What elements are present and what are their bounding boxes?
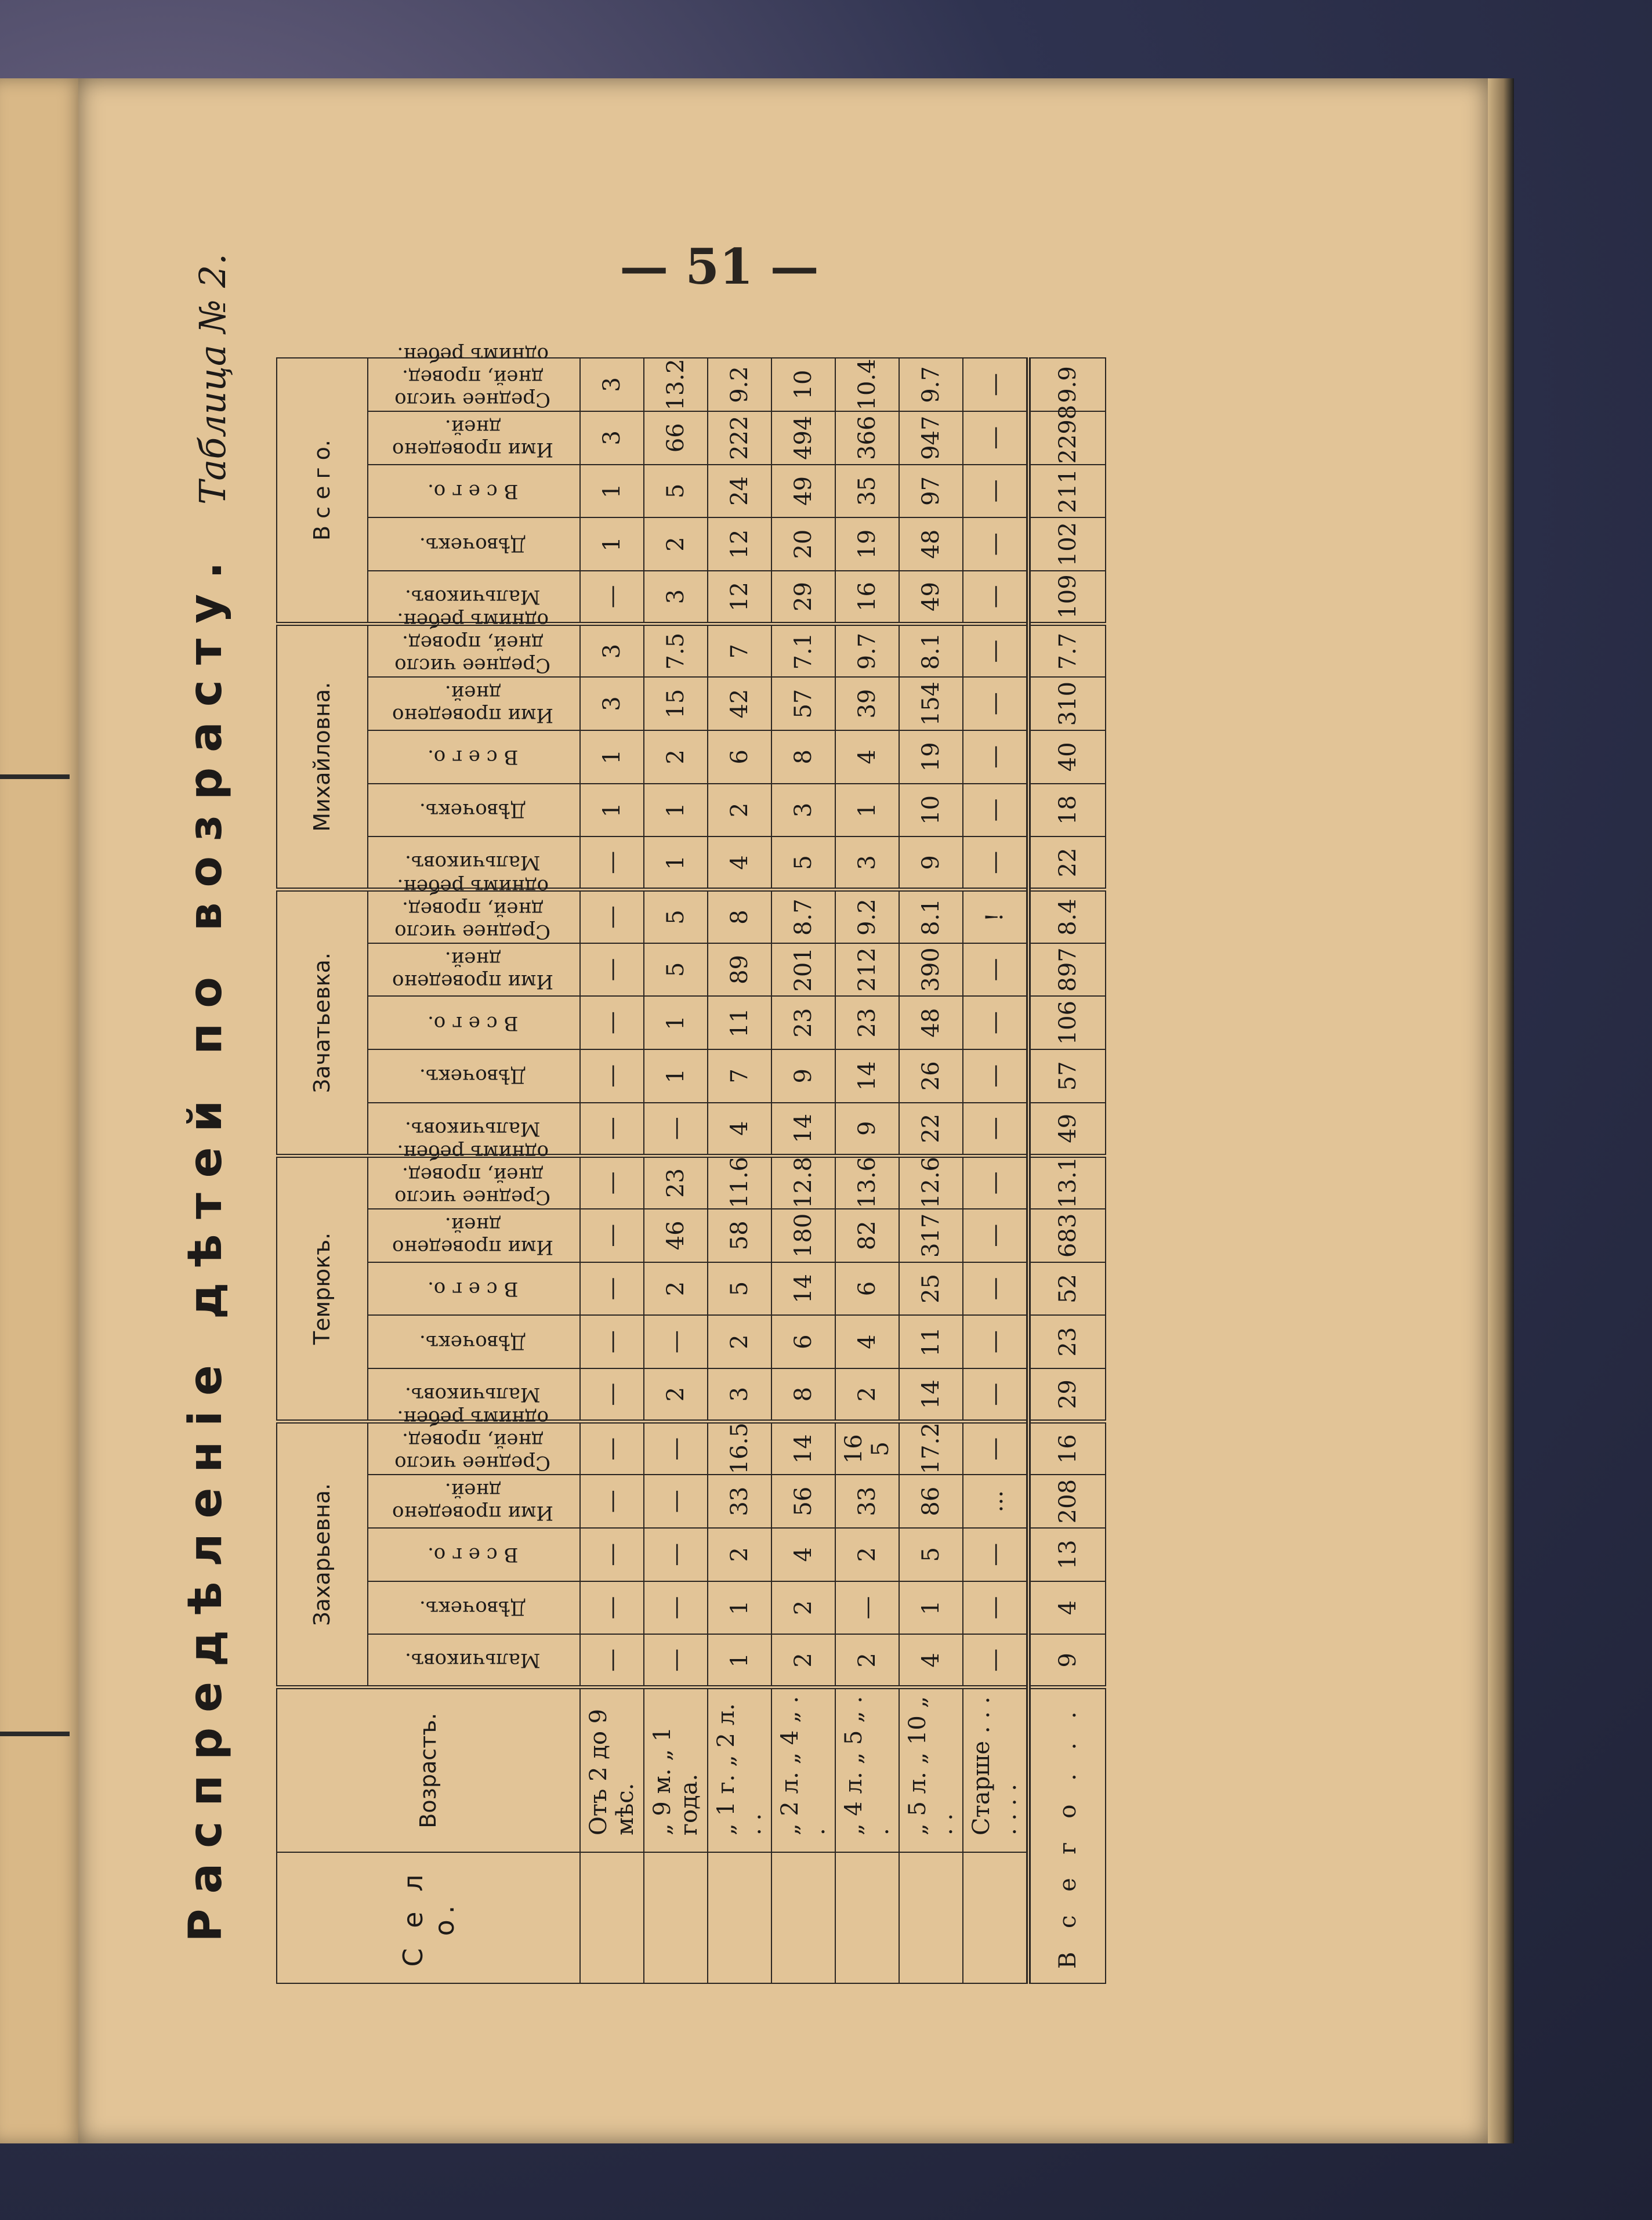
total-value-cell: 4 [1028,1581,1106,1635]
subheader-cell [368,465,580,518]
table-row [963,358,1028,1983]
subheader-cell [368,1475,580,1528]
subheader-label: Ими проведено дней. [392,947,553,993]
value-cell: — [580,1049,644,1103]
value-cell: 4 [835,730,899,784]
value-cell: 22 [899,1103,963,1156]
value-cell: 3 [644,571,708,624]
value-cell: — [963,1209,1028,1262]
value-cell: — [963,358,1028,411]
value-cell: 4 [771,1528,835,1581]
value-cell: 5 [899,1528,963,1581]
value-cell: 35 [835,465,899,518]
subheader-label: В с е г о. [427,1011,519,1035]
value-cell: 390 [899,943,963,997]
value-cell: 39 [835,677,899,730]
value-cell: 222 [708,411,771,465]
value-cell: 6 [835,1262,899,1316]
value-cell: 7 [708,624,771,678]
value-cell: 7.5 [644,624,708,678]
total-value-cell: 109 [1028,571,1106,624]
value-cell: 7 [708,1049,771,1103]
subheader-label: Дѣвочекъ. [419,798,527,822]
total-value-cell: 310 [1028,677,1106,730]
value-cell: 8.1 [899,624,963,678]
table-title: Распредѣленіе дѣтей по возрасту. [180,546,232,1942]
value-cell: 317 [899,1209,963,1262]
value-cell: 2 [835,1634,899,1687]
value-cell: 2 [771,1634,835,1687]
value-cell: — [963,1634,1028,1687]
total-value-cell: 49 [1028,1103,1106,1156]
value-cell: 49 [899,571,963,624]
value-cell: 1 [580,730,644,784]
subheader-cell [368,1209,580,1262]
value-cell: 4 [899,1634,963,1687]
value-cell: 13.2 [644,358,708,411]
village-header: С е л о. [277,1852,580,1983]
value-cell: 1 [644,996,708,1049]
subheader-label: Ими проведено дней. [392,681,553,727]
subheader-cell [368,677,580,730]
value-cell: 58 [708,1209,771,1262]
age-cell: „ 9 м. „ 1 года. [644,1687,708,1852]
value-cell: 97 [899,465,963,518]
value-cell: — [963,1103,1028,1156]
village-header-total: В с е г о. [277,358,368,624]
value-cell: 8.1 [899,890,963,943]
value-cell: — [963,624,1028,678]
subheader-label: Дѣвочекъ. [419,533,527,556]
age-distribution-table [276,342,1106,1984]
value-cell: 2 [644,517,708,571]
value-cell: — [580,1262,644,1316]
subheader-label: Дѣвочекъ. [419,1064,527,1088]
subheader-label: Дѣвочекъ. [419,1330,527,1354]
value-cell: 48 [899,517,963,571]
value-cell: 2 [644,1368,708,1422]
value-cell: 9.2 [835,890,899,943]
value-cell: 1 [644,1049,708,1103]
value-cell: — [580,1528,644,1581]
subheader-label: Среднее число дней, провед. однимъ ребен. [394,609,551,678]
value-cell: 16 [835,571,899,624]
value-cell: — [580,1422,644,1475]
total-value-cell: 13 [1028,1528,1106,1581]
total-value-cell: 22 [1028,836,1106,890]
village-header-zachatyevka: Зачатьевка. [277,890,368,1156]
value-cell: 56 [771,1475,835,1528]
subheader-cell [368,411,580,465]
value-cell: 14 [771,1262,835,1316]
value-cell: 3 [708,1368,771,1422]
value-cell: 1 [580,517,644,571]
value-cell: 20 [771,517,835,571]
village-cell [835,1852,899,1983]
value-cell: 212 [835,943,899,997]
table-row [771,358,835,1983]
subheader-label: В с е г о. [427,479,519,503]
value-cell: 48 [899,996,963,1049]
value-cell: 10 [899,784,963,837]
subheader-label: В с е г о. [427,1543,519,1567]
value-cell: 1 [644,784,708,837]
subheader-label: Среднее число дней, провед. однимъ ребен. [394,342,551,411]
value-cell: ... [963,1475,1028,1528]
total-value-cell: 40 [1028,730,1106,784]
subheader-cell [368,730,580,784]
left-page [0,78,87,2143]
value-cell: — [580,1581,644,1635]
subheader-label: Среднее число дней, провед. однимъ ребен. [394,874,551,943]
total-label: В с е г о . . . [1028,1687,1106,1983]
value-cell: 8.7 [771,890,835,943]
value-cell: 3 [580,677,644,730]
value-cell: 3 [580,358,644,411]
value-cell: 4 [835,1315,899,1368]
value-cell: — [644,1634,708,1687]
value-cell: 5 [644,943,708,997]
value-cell: — [644,1475,708,1528]
value-cell: — [963,1368,1028,1422]
value-cell: 8 [708,890,771,943]
subheader-cell [368,1634,580,1687]
value-cell: 19 [899,730,963,784]
value-cell: — [963,996,1028,1049]
value-cell: 1 [708,1581,771,1635]
value-cell: — [963,411,1028,465]
value-cell: 11 [899,1315,963,1368]
value-cell: 8 [771,730,835,784]
value-cell: 12 [708,571,771,624]
village-cell [580,1852,644,1983]
value-cell: — [963,1262,1028,1316]
value-cell: 2 [835,1528,899,1581]
subheader-label: Мальчиковъ. [405,1117,541,1140]
value-cell: 6 [771,1315,835,1368]
value-cell: 1 [835,784,899,837]
value-cell: — [580,1103,644,1156]
table-number: Таблица № 2. [191,253,234,505]
age-cell: „ 2 л. „ 4 „ . . [771,1687,835,1852]
value-cell: 7.1 [771,624,835,678]
value-cell: — [644,1315,708,1368]
value-cell: 366 [835,411,899,465]
total-value-cell: 13.1 [1028,1156,1106,1209]
total-value-cell: 7.7 [1028,624,1106,678]
value-cell: — [644,1528,708,1581]
value-cell: 46 [644,1209,708,1262]
subheader-cell [368,1262,580,1316]
village-cell [708,1852,771,1983]
value-cell: 29 [771,571,835,624]
value-cell: 5 [644,465,708,518]
value-cell: 23 [835,996,899,1049]
value-cell: — [963,943,1028,997]
subheader-label: В с е г о. [427,1277,519,1301]
value-cell: — [963,571,1028,624]
value-cell: — [580,836,644,890]
value-cell: — [963,1581,1028,1635]
value-cell: 33 [708,1475,771,1528]
village-header-mikhaylovna: Михайловна. [277,624,368,890]
value-cell: — [580,996,644,1049]
total-value-cell: 102 [1028,517,1106,571]
value-cell: — [580,943,644,997]
value-cell: — [963,1315,1028,1368]
village-header-zakharyevna: Захарьевна. [277,1422,368,1687]
subheader-label: Дѣвочекъ. [419,1596,527,1620]
value-cell: 9 [771,1049,835,1103]
subheader-cell [368,1049,580,1103]
subheader-label: Ими проведено дней. [392,1212,553,1259]
subheader-label: Мальчиковъ. [405,585,541,609]
value-cell: 82 [835,1209,899,1262]
total-value-cell: 23 [1028,1315,1106,1368]
subheader-cell [368,943,580,997]
value-cell: 11 [708,996,771,1049]
subheader-label: Мальчиковъ. [405,1649,541,1672]
subheader-cell [368,1315,580,1368]
left-page-rule [0,1732,70,1736]
value-cell: 14 [771,1103,835,1156]
value-cell: 13.6 [835,1156,899,1209]
subheader-cell [368,874,580,943]
age-cell: „ 4 л. „ 5 „ . . [835,1687,899,1852]
village-cell [899,1852,963,1983]
table-row [580,358,644,1983]
village-cell [963,1852,1028,1983]
total-value-cell: 18 [1028,784,1106,837]
subheader-cell [368,609,580,678]
total-value-cell: 897 [1028,943,1106,997]
value-cell: 10.4 [835,358,899,411]
village-cell [771,1852,835,1983]
subheader-cell [368,1140,580,1209]
value-cell: 23 [644,1156,708,1209]
value-cell: 2 [708,1528,771,1581]
value-cell: 11.6 [708,1156,771,1209]
value-cell: 16.5 [708,1422,771,1475]
value-cell: — [963,677,1028,730]
value-cell: 9.2 [708,358,771,411]
value-cell: — [580,890,644,943]
value-cell: 1 [899,1581,963,1635]
subheader-label: Среднее число дней, провед. однимъ ребен. [394,1406,551,1475]
subheader-label: Мальчиковъ. [405,1383,541,1407]
value-cell: — [644,1581,708,1635]
value-cell: 5 [771,836,835,890]
value-cell: — [963,784,1028,837]
value-cell: — [580,1368,644,1422]
total-value-cell: 57 [1028,1049,1106,1103]
value-cell: 2 [644,1262,708,1316]
village-header-temryuk: Темрюкъ. [277,1156,368,1421]
total-value-cell: 8.4 [1028,890,1106,943]
subheader-label: В с е г о. [427,745,519,769]
value-cell: 4 [708,1103,771,1156]
subheader-label: Среднее число дней, провед. однимъ ребен. [394,1140,551,1209]
value-cell: — [963,1528,1028,1581]
total-value-cell: 211 [1028,465,1106,518]
value-cell: 2 [708,1315,771,1368]
table-row [708,358,771,1983]
value-cell: — [580,1156,644,1209]
left-page-rule [0,774,70,779]
value-cell: ! [963,890,1028,943]
value-cell: — [580,1475,644,1528]
value-cell: 10 [771,358,835,411]
value-cell: 8 [771,1368,835,1422]
value-cell: — [963,517,1028,571]
value-cell: 494 [771,411,835,465]
value-cell: 17.2 [899,1422,963,1475]
value-cell: 2 [771,1581,835,1635]
value-cell: 1 [644,836,708,890]
total-value-cell: 106 [1028,996,1106,1049]
value-cell: — [644,1103,708,1156]
value-cell: 1 [580,784,644,837]
value-cell: 49 [771,465,835,518]
value-cell: 5 [708,1262,771,1316]
value-cell: 2 [644,730,708,784]
value-cell: — [644,1422,708,1475]
value-cell: 26 [899,1049,963,1103]
value-cell: — [580,1634,644,1687]
value-cell: 9 [835,1103,899,1156]
value-cell: 180 [771,1209,835,1262]
value-cell: 14 [771,1422,835,1475]
age-cell: „ 1 г. „ 2 л. . . [708,1687,771,1852]
value-cell: 3 [771,784,835,837]
value-cell: 1 [708,1634,771,1687]
value-cell: 3 [835,836,899,890]
value-cell: 12.8 [771,1156,835,1209]
total-value-cell: 9.9 [1028,358,1106,411]
value-cell: 9.7 [835,624,899,678]
value-cell: 14 [899,1368,963,1422]
value-cell: 89 [708,943,771,997]
value-cell: 5 [644,890,708,943]
value-cell: 14 [835,1049,899,1103]
value-cell: 23 [771,996,835,1049]
total-value-cell: 52 [1028,1262,1106,1316]
value-cell: — [580,1315,644,1368]
value-cell: 1 [580,465,644,518]
value-cell: — [963,1156,1028,1209]
value-cell: 33 [835,1475,899,1528]
value-cell: 154 [899,677,963,730]
subheader-cell [368,517,580,571]
value-cell: — [963,1049,1028,1103]
value-cell: 57 [771,677,835,730]
value-cell: 86 [899,1475,963,1528]
subheader-label: Ими проведено дней. [392,1479,553,1525]
page-edge [1488,78,1514,2143]
table-row [835,358,899,1983]
subheader-cell [368,1528,580,1581]
age-header: Возрастъ. [277,1687,580,1852]
page-number: — 51 — [620,238,819,295]
village-cell [644,1852,708,1983]
total-value-cell: 683 [1028,1209,1106,1262]
subheader-cell [368,1406,580,1475]
value-cell: — [580,1209,644,1262]
age-cell: Отъ 2 до 9 мѣс. [580,1687,644,1852]
subheader-cell [368,996,580,1049]
total-value-cell: 16 [1028,1422,1106,1475]
value-cell: — [580,571,644,624]
value-cell: — [963,1422,1028,1475]
subheader-cell [368,342,580,411]
value-cell: 19 [835,517,899,571]
value-cell: 3 [580,624,644,678]
value-cell: 66 [644,411,708,465]
value-cell: 2 [708,784,771,837]
total-value-cell: 9 [1028,1634,1106,1687]
value-cell: — [963,836,1028,890]
value-cell: 42 [708,677,771,730]
value-cell: — [963,465,1028,518]
value-cell: — [835,1581,899,1635]
value-cell: — [963,730,1028,784]
value-cell: 15 [644,677,708,730]
value-cell: 6 [708,730,771,784]
value-cell: 16 5 [835,1422,899,1475]
value-cell: 3 [580,411,644,465]
total-row [1028,358,1106,1983]
total-value-cell: 29 [1028,1368,1106,1422]
rotated-table-block [180,253,1386,1984]
subheader-label: Ими проведено дней. [392,415,553,461]
subheader-cell [368,1581,580,1635]
value-cell: 9.7 [899,358,963,411]
value-cell: 12 [708,517,771,571]
age-cell: „ 5 л. „ 10 „ . . [899,1687,963,1852]
value-cell: 25 [899,1262,963,1316]
total-value-cell: 208 [1028,1475,1106,1528]
age-cell: Старше . . . . . . . [963,1687,1028,1852]
value-cell: 9 [899,836,963,890]
subheader-label: Мальчиковъ. [405,851,541,875]
table-row [644,358,708,1983]
table-row [899,358,963,1983]
value-cell: 12.6 [899,1156,963,1209]
value-cell: 4 [708,836,771,890]
subheader-cell [368,784,580,837]
value-cell: 947 [899,411,963,465]
value-cell: 2 [835,1368,899,1422]
value-cell: 24 [708,465,771,518]
value-cell: 201 [771,943,835,997]
total-value-cell: 2298 [1028,411,1106,465]
